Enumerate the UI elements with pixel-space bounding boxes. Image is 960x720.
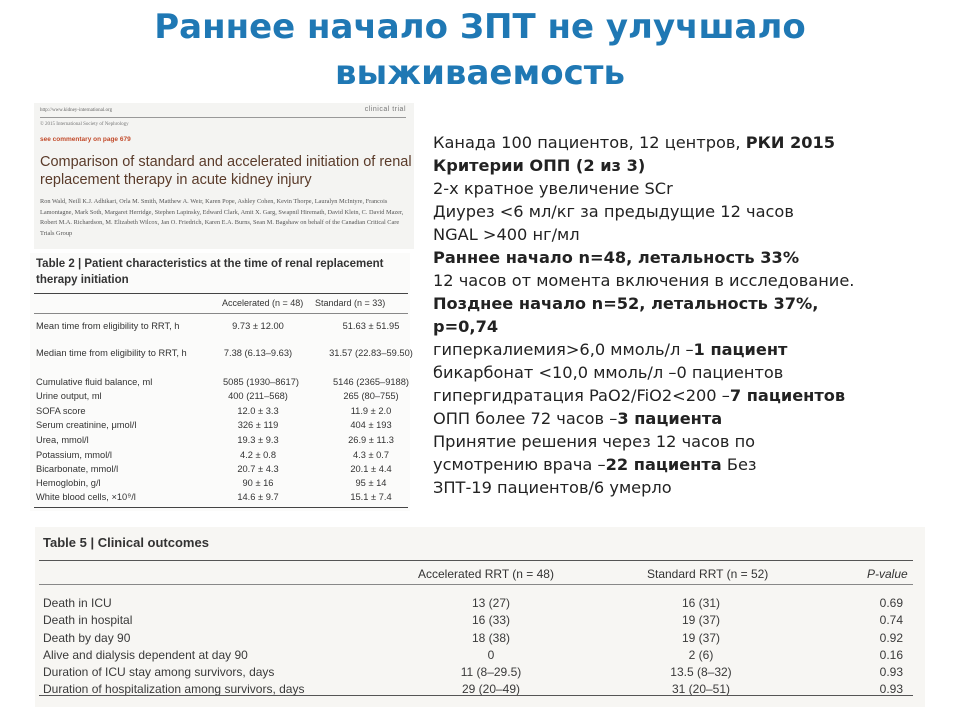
table5-header-rule (39, 584, 913, 585)
article-divider (40, 117, 406, 118)
table-cell-pvalue: 0.74 (879, 613, 903, 627)
table-cell-label: Cumulative fluid balance, ml (36, 377, 153, 387)
article-header-image (34, 103, 414, 249)
table-cell-accelerated: 11 (8–29.5) (460, 665, 522, 679)
notes-line: NGAL >400 нг/мл (433, 225, 580, 244)
table-cell-pvalue: 0.16 (879, 648, 903, 662)
study-notes (433, 131, 933, 499)
table-cell-standard: 404 ± 193 (350, 420, 392, 430)
table2-title: Table 2 | Patient characteristics at the time of renal replacement therapy initiation (36, 258, 384, 286)
table-cell-label: Death in hospital (43, 613, 133, 627)
notes-text: Канада 100 пациентов, 12 центров, (433, 133, 746, 152)
table-cell-label: Median time from eligibility to RRT, h (36, 348, 187, 358)
notes-line: 12 часов от момента включения в исследование. (433, 271, 855, 290)
notes-line (433, 154, 933, 177)
table-cell-accelerated: 326 ± 119 (237, 420, 279, 430)
table2-top-rule (34, 293, 408, 294)
notes-text: Без (721, 455, 757, 474)
notes-line: 2-х кратное увеличение SCr (433, 179, 673, 198)
notes-text-bold: 3 пациента (617, 409, 723, 428)
table2-col-standard: Standard (n = 33) (315, 298, 386, 308)
table5-bottom-rule (39, 695, 913, 696)
table-cell-accelerated: 4.2 ± 0.8 (239, 450, 277, 460)
table2-col-accelerated: Accelerated (n = 48) (222, 298, 304, 308)
notes-text: усмотрению врача – (433, 455, 606, 474)
table-cell-standard: 19 (37) (681, 631, 721, 645)
notes-text-bold: p=0,74 (433, 317, 499, 336)
table5-title: Table 5 | Clinical outcomes (43, 535, 209, 550)
notes-text: гиперкалиемия>6,0 ммоль/л – (433, 340, 694, 359)
table-cell-label: Serum creatinine, μmol/l (36, 420, 137, 430)
table-cell-label: Urea, mmol/l (36, 435, 89, 445)
notes-text-bold: 7 пациентов (729, 386, 846, 405)
table-cell-standard: 31 (20–51) (671, 682, 731, 696)
notes-text-bold: Позднее начало n=52, летальность 37%, (433, 294, 819, 313)
table-cell-standard: 2 (6) (688, 648, 714, 662)
table5-top-rule (39, 560, 913, 561)
table-cell-standard: 265 (80–755) (343, 391, 399, 401)
table-cell-label: Urine output, ml (36, 391, 102, 401)
table-cell-standard: 20.1 ± 4.4 (350, 464, 392, 474)
article-authors: Ron Wald, Neill K.J. Adhikari, Orla M. Smith, Matthew A. Weir, Karen Pope, Ashley Cohen, Kevin Thorpe, Lauralyn McIntyre, Francois Lamontagne, Mark Soth, Margaret Herridge, Stephen Lapinsky, Edward Clark, Amit X. Garg, Swapnil Hiremath, David Klein, C. David Mazer, Robert M.A. Richardson, M. Elizabeth Wilcox, Jan O. Friedrich, Karen E.A. Burns, Sean M. Bagshaw on behalf of the Canadian Critical Care Trials Group (40, 198, 404, 237)
notes-line (433, 453, 933, 476)
notes-text-bold: 1 пациент (693, 340, 788, 359)
article-copyright: © 2015 International Society of Nephrology (40, 122, 129, 127)
table-cell-label: Hemoglobin, g/l (36, 478, 101, 488)
table5-image (35, 527, 925, 707)
notes-line (433, 315, 933, 338)
notes-line (433, 407, 933, 430)
table-cell-accelerated: 12.0 ± 3.3 (237, 406, 279, 416)
table-cell-accelerated: 20.7 ± 4.3 (237, 464, 279, 474)
table-cell-label: Alive and dialysis dependent at day 90 (43, 648, 248, 662)
table-cell-pvalue: 0.93 (879, 665, 903, 679)
table-cell-label: Duration of hospitalization among survivors, days (43, 682, 305, 696)
table-cell-accelerated: 90 ± 16 (242, 478, 274, 488)
table5-col-accelerated: Accelerated RRT (n = 48) (418, 567, 554, 581)
table-cell-standard: 5146 (2365–9188) (333, 377, 409, 387)
table-cell-accelerated: 18 (38) (471, 631, 511, 645)
notes-text-bold: 22 пациента (605, 455, 722, 474)
notes-text: гипергидратация PaO2/FiO2<200 – (433, 386, 730, 405)
table2-header-rule (34, 313, 408, 314)
table-cell-label: Death in ICU (43, 596, 112, 610)
table-cell-label: Mean time from eligibility to RRT, h (36, 321, 180, 331)
table-cell-standard: 31.57 (22.83–59.50) (329, 348, 413, 358)
notes-line: ЗПТ-19 пациентов/6 умерло (433, 478, 672, 497)
notes-line (433, 292, 933, 315)
article-title: Comparison of standard and accelerated initiation of renal replacement therapy in acute kidney injury (40, 154, 412, 188)
notes-line: бикарбонат <10,0 ммоль/л –0 пациентов (433, 363, 784, 382)
table-cell-accelerated: 14.6 ± 9.7 (237, 492, 279, 502)
table-cell-standard: 51.63 ± 51.95 (342, 321, 400, 331)
table-cell-standard: 15.1 ± 7.4 (350, 492, 392, 502)
table-cell-standard: 26.9 ± 11.3 (348, 435, 394, 445)
table-cell-label: White blood cells, ×10⁹/l (36, 492, 136, 502)
article-url: http://www.kidney-international.org (40, 108, 113, 113)
table-cell-label: Death by day 90 (43, 631, 131, 645)
table-cell-pvalue: 0.93 (879, 682, 903, 696)
article-commentary-link: see commentary on page 679 (40, 136, 131, 143)
table-cell-label: Potassium, mmol/l (36, 450, 112, 460)
slide-title (0, 4, 960, 96)
table-cell-standard: 19 (37) (681, 613, 721, 627)
article-section-label: clinical trial (364, 106, 406, 113)
notes-text: ОПП более 72 часов – (433, 409, 618, 428)
table-cell-pvalue: 0.69 (879, 596, 903, 610)
table-cell-accelerated: 29 (20–49) (461, 682, 521, 696)
table-cell-label: Duration of ICU stay among survivors, days (43, 665, 275, 679)
table-cell-accelerated: 16 (33) (471, 613, 511, 627)
notes-text-bold: РКИ 2015 (745, 133, 836, 152)
table-cell-accelerated: 9.73 ± 12.00 (232, 321, 284, 331)
slide-title-line2: выживаемость (335, 53, 625, 93)
table-cell-accelerated: 7.38 (6.13–9.63) (223, 348, 293, 358)
table-cell-accelerated: 19.3 ± 9.3 (237, 435, 279, 445)
table-cell-pvalue: 0.92 (879, 631, 903, 645)
table-cell-label: SOFA score (36, 406, 86, 416)
notes-line (433, 246, 933, 269)
table-cell-accelerated: 5085 (1930–8617) (223, 377, 299, 387)
table5-col-pvalue: P-value (867, 567, 908, 581)
table2-image (30, 253, 413, 511)
notes-line: Диурез <6 мл/кг за предыдущие 12 часов (433, 202, 794, 221)
table2-bottom-rule (34, 507, 408, 508)
table-cell-standard: 11.9 ± 2.0 (350, 406, 392, 416)
slide-title-line1: Раннее начало ЗПТ не улучшало (154, 7, 806, 47)
table-cell-standard: 95 ± 14 (355, 478, 387, 488)
notes-text-bold: Критерии ОПП (2 из 3) (433, 156, 646, 175)
table-cell-accelerated: 13 (27) (471, 596, 511, 610)
notes-line (433, 131, 933, 154)
table-cell-accelerated: 400 (211–568) (228, 391, 288, 401)
table-cell-standard: 16 (31) (681, 596, 721, 610)
notes-line: Принятие решения через 12 часов по (433, 432, 756, 451)
table-cell-label: Bicarbonate, mmol/l (36, 464, 119, 474)
table-cell-accelerated: 0 (487, 648, 495, 662)
notes-line (433, 384, 933, 407)
table-cell-standard: 4.3 ± 0.7 (352, 450, 390, 460)
table5-col-standard: Standard RRT (n = 52) (647, 567, 769, 581)
table-cell-standard: 13.5 (8–32) (670, 665, 732, 679)
notes-text-bold: Раннее начало n=48, летальность 33% (433, 248, 800, 267)
notes-line (433, 338, 933, 361)
